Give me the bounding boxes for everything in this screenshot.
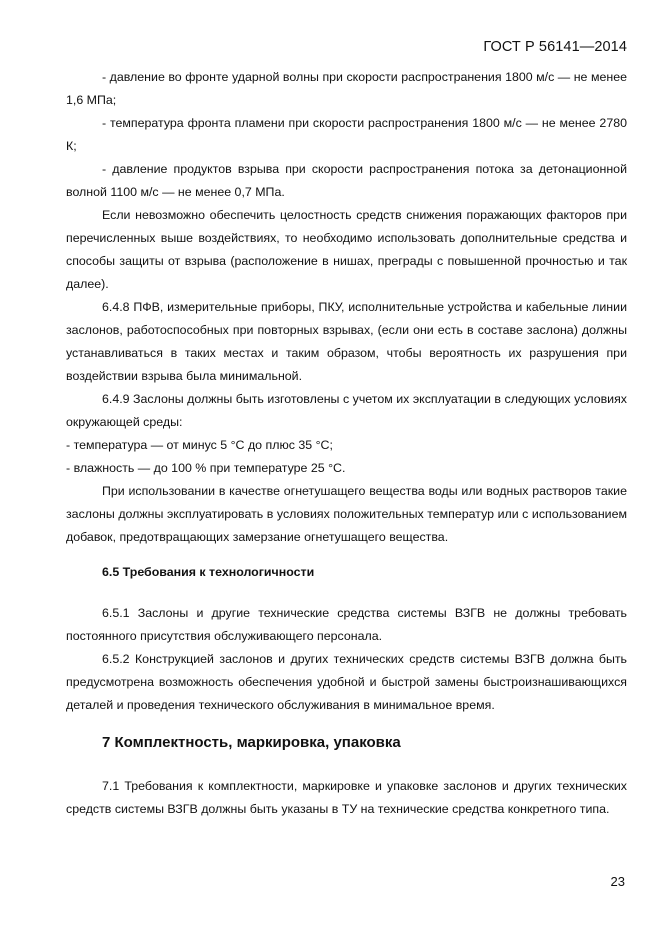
paragraph: 7.1 Требования к комплектности, маркировке и упаковке заслонов и других технических средств системы ВЗГВ должны быть указаны в ТУ на технические средства конкретного типа.: [66, 779, 627, 816]
paragraph: Если невозможно обеспечить целостность средств снижения поражающих факторов при перечисленных выше воздействиях, то необходимо использовать дополнительные средства и способы защиты от взрыва (расположение в нишах, преграды с повышенной прочностью и так далее).: [66, 208, 627, 291]
paragraph: 6.4.8 ПФВ, измерительные приборы, ПКУ, исполнительные устройства и кабельные линии заслонов, работоспособных при повторных взрывах, (если они есть в составе заслона) должны устанавливаться в таких местах и таким образом, чтобы вероятность их разрушения при воздействии взрыва была минимальной.: [66, 300, 627, 383]
paragraph: 6.4.9 Заслоны должны быть изготовлены с учетом их эксплуатации в следующих условиях окружающей среды:: [66, 392, 627, 429]
page-body: [66, 66, 627, 821]
page-number: 23: [610, 874, 625, 889]
paragraph: При использовании в качестве огнетушащего вещества воды или водных растворов такие заслоны должны эксплуатировать в условиях положительных температур или с использованием добавок, предотвращающих замерзание огнетушащего вещества.: [66, 484, 627, 544]
paragraph: 6.5.1 Заслоны и другие технические средства системы ВЗГВ не должны требовать постоянного присутствия обслуживающего персонала.: [66, 606, 627, 643]
paragraph: - температура фронта пламени при скорости распространения 1800 м/с — не менее 2780 К;: [66, 116, 627, 153]
document-header: ГОСТ Р 56141—2014: [483, 39, 627, 55]
paragraph: - давление продуктов взрыва при скорости распространения потока за детонационной волной 1100 м/с — не менее 0,7 МПа.: [66, 162, 627, 199]
paragraph: 6.5.2 Конструкцией заслонов и других технических средств системы ВЗГВ должна быть предусмотрена возможность обеспечения удобной и быстрой замены быстроизнашивающихся деталей и проведения технического обслуживания в минимальное время.: [66, 652, 627, 712]
list-item: - влажность — до 100 % при температуре 25 °С.: [66, 461, 346, 475]
chapter-heading: 7 Комплектность, маркировка, упаковка: [102, 734, 401, 751]
section-heading: 6.5 Требования к технологичности: [102, 565, 315, 579]
paragraph: - давление во фронте ударной волны при скорости распространения 1800 м/с — не менее 1,6 МПа;: [66, 70, 627, 107]
list-item: - температура — от минус 5 °С до плюс 35 °С;: [66, 438, 333, 452]
